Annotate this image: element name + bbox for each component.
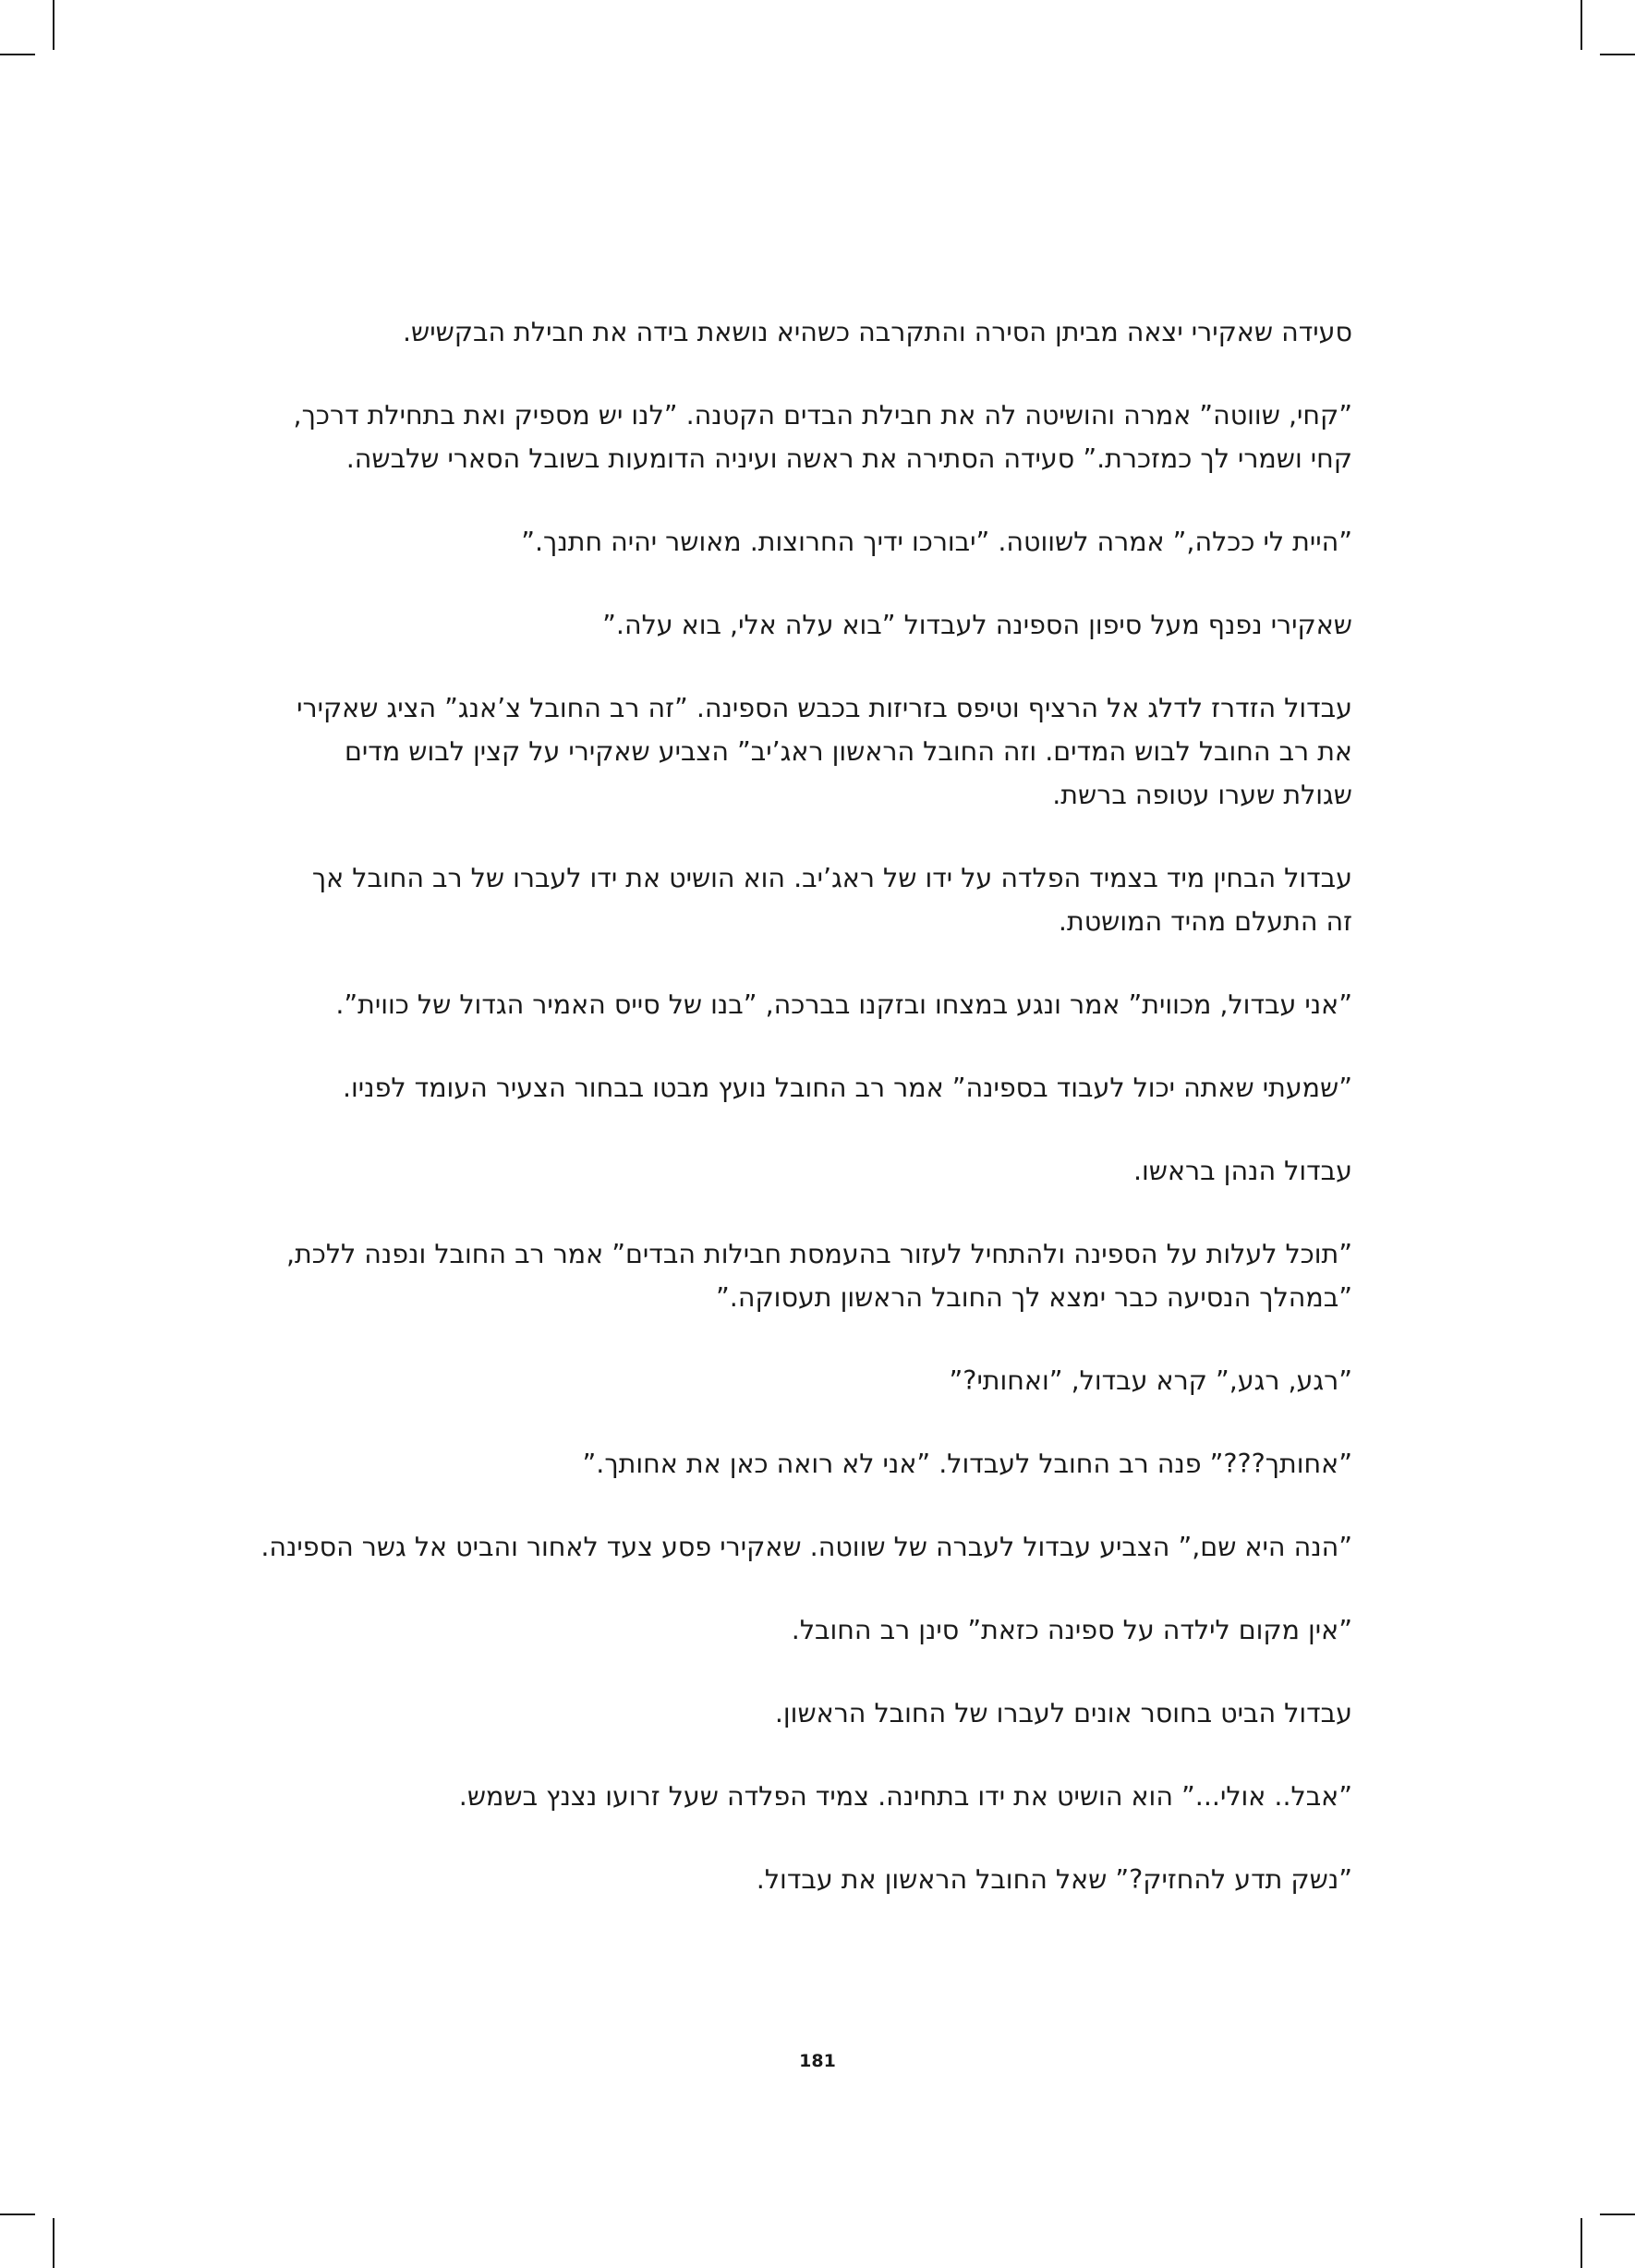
paragraph: [285, 394, 1352, 480]
text-line: עבדול הנהן בראשו.: [1132, 1156, 1352, 1186]
crop-mark-bottom-left-horizontal: [0, 2213, 35, 2215]
paragraph: [285, 1232, 1352, 1319]
paragraph: [285, 1858, 1352, 1901]
paragraph: [285, 520, 1352, 564]
text-line: ”אני עבדול, מכווית” אמר ונגע במצחו ובזקנו בברכה, ”בנו של סייס האמיר הגדול של כווית”.: [335, 989, 1352, 1020]
text-line: ”שמעתי שאתה יכול לעבוד בספינה” אמר רב החובל נועץ מבטו בבחור הצעיר העומד לפניו.: [342, 1073, 1352, 1103]
paragraph: [285, 603, 1352, 647]
text-line: ”נשק תדע להחזיק?” שאל החובל הראשון את עבדול.: [756, 1864, 1352, 1895]
text-line: ”אין מקום לילדה על ספינה כזאת” סינן רב החובל.: [791, 1615, 1352, 1645]
text-line: ”תוכל לעלות על הספינה ולהתחיל לעזור בהעמסת חבילות הבדים” אמר רב החובל ונפנה ללכת,: [285, 1239, 1352, 1269]
text-line: שאקירי נפנף מעל סיפון הספינה לעבדול ”בוא עלה אלי, בוא עלה.”: [602, 610, 1352, 640]
paragraph: [285, 1775, 1352, 1818]
crop-mark-top-right-horizontal: [1600, 54, 1635, 55]
crop-mark-top-left-vertical: [53, 0, 54, 50]
crop-mark-bottom-left-vertical: [53, 2218, 54, 2268]
text-line: ”במהלך הנסיעה כבר ימצא לך החובל הראשון תעסוקה.”: [716, 1282, 1352, 1313]
text-line: את רב החובל לבוש המדים. וזה החובל הראשון ראג’יב” הצביע שאקירי על קצין לבוש מדים: [345, 736, 1352, 767]
text-line: זה התעלם מהיד המושטת.: [1058, 906, 1352, 937]
crop-mark-top-left-horizontal: [0, 54, 35, 55]
text-line: עבדול הזדרז לדלג אל הרציף וטיפס בזריזות בכבש הספינה. ”זה רב החובל צ’אנג” הציג שאקירי: [297, 693, 1352, 723]
paragraph: [285, 1608, 1352, 1652]
text-line: עבדול הבחין מיד בצמיד הפלדה על ידו של ראג’יב. הוא הושיט את ידו לעברו של רב החובל אך: [311, 863, 1352, 893]
text-line: ”הנה היא שם,” הצביע עבדול לעברה של שווטה. שאקירי פסע צעד לאחור והביט אל גשר הספינה.: [260, 1532, 1352, 1562]
text-line: ”אחותך???” פנה רב החובל לעבדול. ”אני לא רואה כאן את אחותך.”: [582, 1449, 1352, 1479]
text-line: ”קחי, שווטה” אמרה והושיטה לה את חבילת הבדים הקטנה. ”לנו יש מספיק ואת בתחילת דרכך,: [293, 400, 1352, 431]
text-line: ”רגע, רגע,” קרא עבדול, ”ואחותי?”: [949, 1365, 1352, 1396]
paragraph: [285, 1066, 1352, 1110]
paragraph: [285, 686, 1352, 817]
crop-mark-bottom-right-horizontal: [1600, 2213, 1635, 2215]
crop-mark-top-right-vertical: [1580, 0, 1582, 50]
body-text: [260, 310, 1352, 1941]
text-line: עבדול הביט בחוסר אונים לעברו של החובל הראשון.: [774, 1698, 1352, 1728]
paragraph: [285, 1442, 1352, 1486]
paragraph: [285, 1359, 1352, 1402]
crop-mark-bottom-right-vertical: [1580, 2218, 1582, 2268]
page-number: 181: [799, 2051, 836, 2071]
text-line: שגולת שערו עטופה ברשת.: [1052, 780, 1352, 810]
paragraph: [285, 856, 1352, 943]
text-line: סעידה שאקירי יצאה מביתן הסירה והתקרבה כשהיא נושאת בידה את חבילת הבקשיש.: [402, 317, 1352, 347]
paragraph: [285, 1692, 1352, 1735]
text-line: ”אבל.. אולי...” הוא הושיט את ידו בתחינה. צמיד הפלדה שעל זרועו נצנץ בשמש.: [458, 1781, 1352, 1812]
text-line: קחי ושמרי לך כמזכרת.” סעידה הסתירה את ראשה ועיניה הדומעות בשובל הסארי שלבשה.: [345, 443, 1352, 474]
paragraph: [285, 1149, 1352, 1193]
paragraph: [285, 310, 1352, 354]
paragraph: [285, 983, 1352, 1026]
paragraph: [260, 1525, 1352, 1569]
text-line: ”היית לי ככלה,” אמרה לשווטה. ”יבורכו ידיך החרוצות. מאושר יהיה חתנך.”: [521, 527, 1352, 557]
